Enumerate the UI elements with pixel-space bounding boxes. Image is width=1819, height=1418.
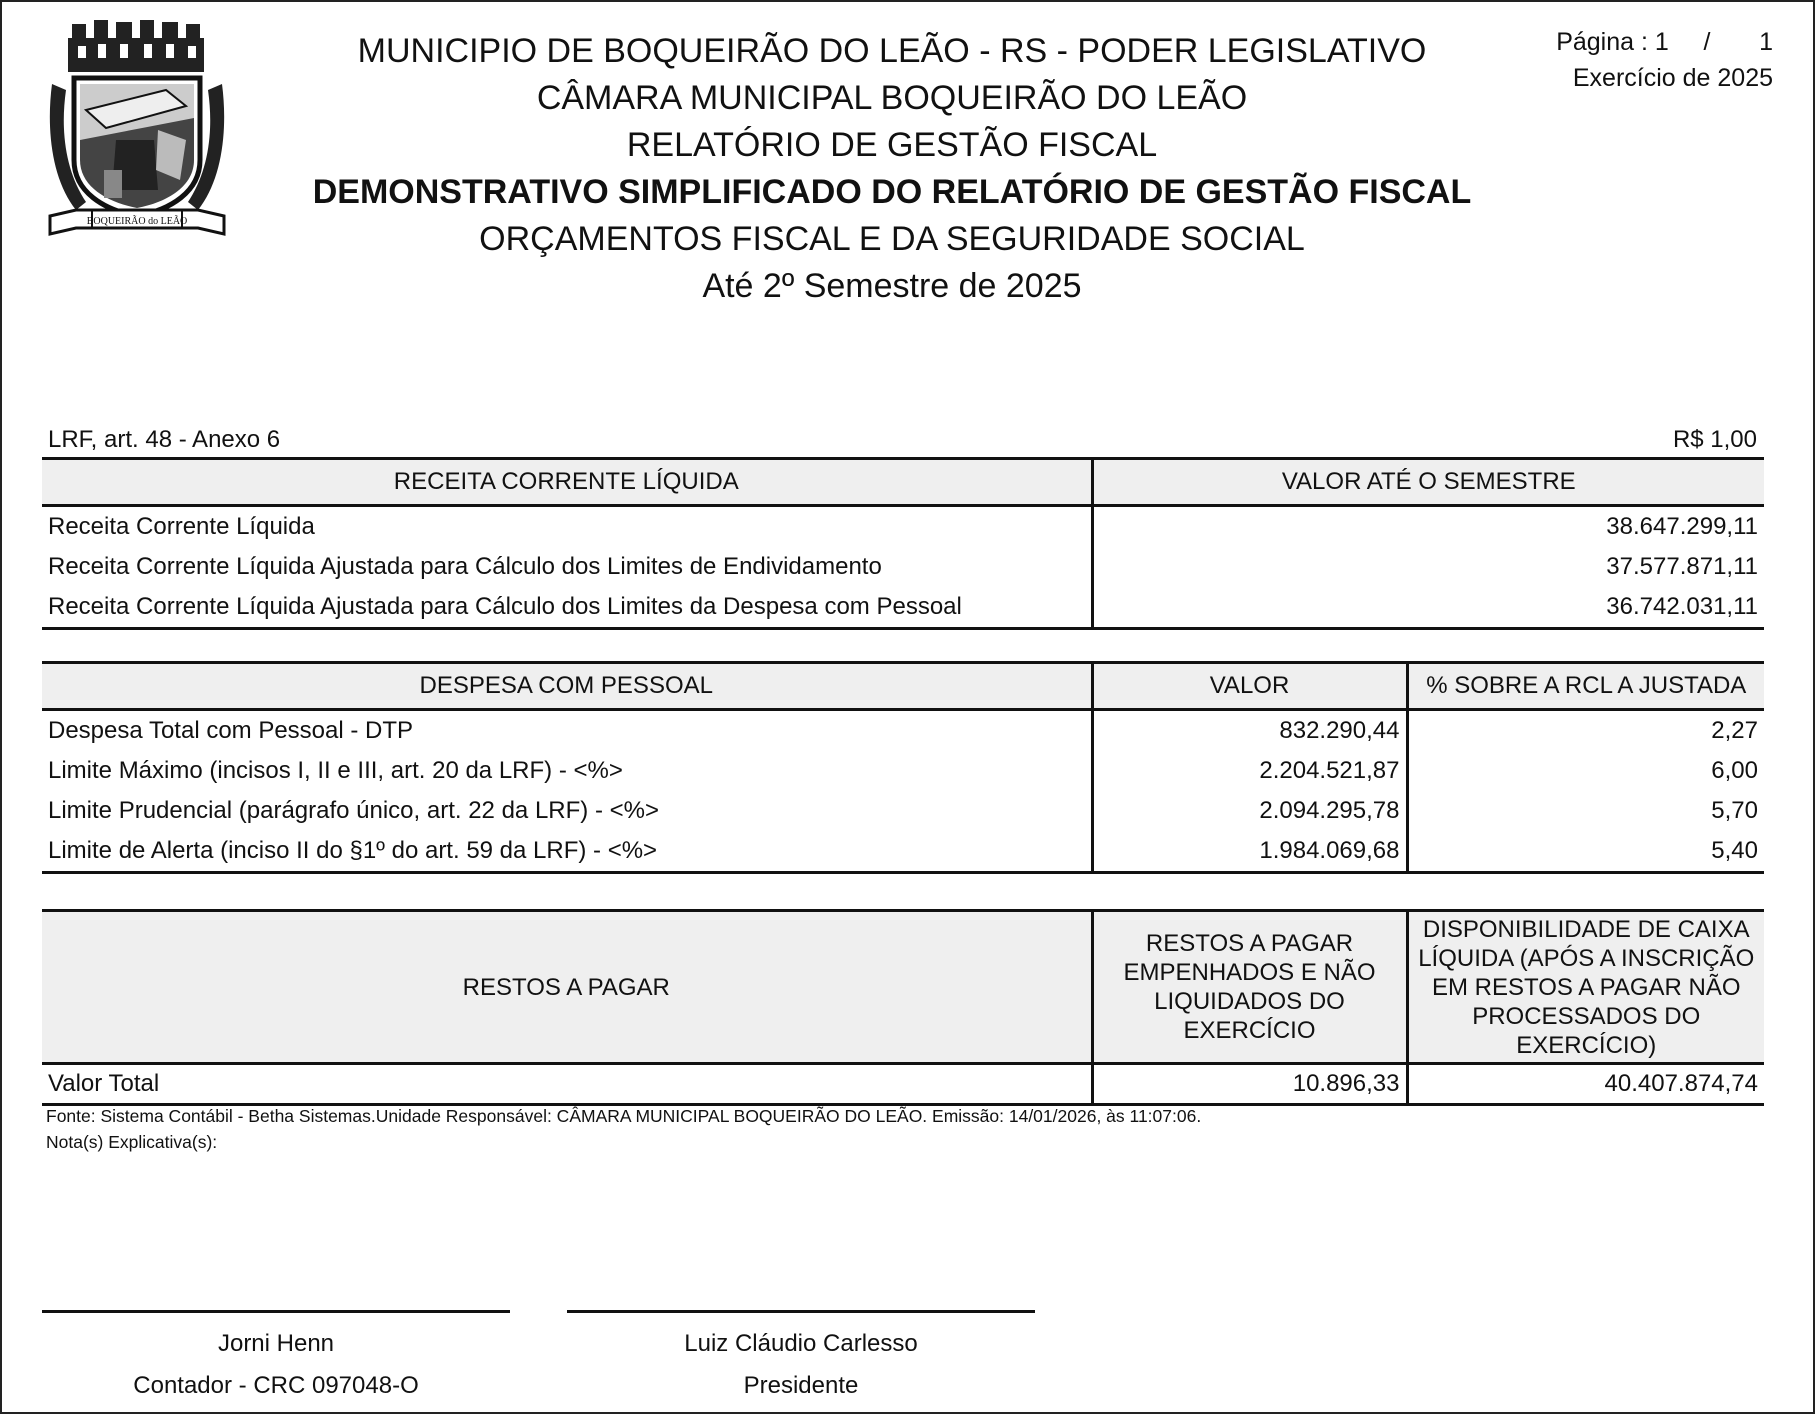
row-label: Receita Corrente Líquida Ajustada para Cálculo dos Limites da Despesa com Pessoal — [42, 587, 1092, 629]
row-percent: 6,00 — [1407, 751, 1764, 791]
table-row — [42, 710, 1764, 752]
table-header-row — [42, 459, 1764, 506]
report-title: RELATÓRIO DE GESTÃO FISCAL — [626, 126, 1158, 164]
table-row — [42, 1064, 1764, 1105]
row-label: Despesa Total com Pessoal - DTP — [48, 717, 414, 744]
row-value: 2.204.521,87 — [1092, 751, 1407, 791]
row-label: Receita Corrente Líquida Ajustada para Cálculo dos Limites de Endividamento — [48, 553, 882, 580]
row-value: 36.742.031,11 — [1092, 587, 1764, 629]
row-value: 37.577.871,11 — [1092, 547, 1764, 587]
row-value: 10.896,33 — [1092, 1064, 1407, 1105]
legal-reference: LRF, art. 48 - Anexo 6 — [48, 426, 281, 453]
table-row — [42, 587, 1764, 629]
page-info — [1556, 24, 1773, 96]
row-value: 38.647.299,11 — [1092, 506, 1764, 548]
source-note: Fonte: Sistema Contábil - Betha Sistemas.Unidade Responsável: CÂMARA MUNICIPAL BOQUEIRÃO DO LEÃO. Emissão: 14/01/2026, às 11:07:06. — [46, 1106, 1202, 1126]
row-percent: 5,40 — [1407, 831, 1764, 873]
page-separator: / — [1703, 28, 1711, 56]
header-line: LIQUIDADOS DO — [1154, 988, 1345, 1015]
column-header: RESTOS A PAGAR — [42, 911, 1092, 1064]
table-row — [42, 751, 1764, 791]
budget-subtitle: ORÇAMENTOS FISCAL E DA SEGURIDADE SOCIAL — [479, 220, 1305, 258]
row-percent: 5,70 — [1407, 791, 1764, 831]
signer-role: Presidente — [743, 1372, 859, 1399]
row-value: 1.984.069,68 — [1092, 831, 1407, 873]
municipality-title: MUNICIPIO DE BOQUEIRÃO DO LEÃO - RS - PODER LEGISLATIVO — [357, 32, 1427, 70]
demonstrative-title: DEMONSTRATIVO SIMPLIFICADO DO RELATÓRIO DE GESTÃO FISCAL — [312, 173, 1472, 211]
column-header: DESPESA COM PESSOAL — [42, 663, 1092, 710]
table-row — [42, 506, 1764, 548]
rcl-table — [42, 457, 1764, 630]
table-row — [42, 791, 1764, 831]
explanatory-notes-label: Nota(s) Explicativa(s): — [46, 1132, 218, 1152]
chamber-title: CÂMARA MUNICIPAL BOQUEIRÃO DO LEÃO — [536, 79, 1248, 117]
report-header — [242, 28, 1542, 310]
column-header-cash-availability — [1407, 911, 1764, 1064]
signature-accountant — [42, 1310, 510, 1407]
header-line: LÍQUIDA (APÓS A INSCRIÇÃO — [1418, 944, 1755, 972]
page-number: Página : 1 — [1556, 28, 1669, 56]
column-header: VALOR — [1092, 663, 1407, 710]
signer-name: Luiz Cláudio Carlesso — [684, 1330, 918, 1357]
exercise-year: Exercício de 2025 — [1572, 64, 1773, 92]
signature-president — [567, 1310, 1035, 1407]
row-percent: 2,27 — [1407, 710, 1764, 752]
column-header: % SOBRE A RCL A JUSTADA — [1407, 663, 1764, 710]
table-row — [42, 831, 1764, 873]
row-label: Limite de Alerta (inciso II do §1º do art. 59 da LRF) - <%> — [42, 831, 1092, 873]
currency-unit: R$ 1,00 — [1672, 426, 1757, 453]
header-line: EXERCÍCIO — [1183, 1017, 1316, 1044]
signer-role: Contador - CRC 097048-O — [133, 1372, 419, 1399]
column-header-committed — [1092, 911, 1407, 1064]
row-label: Limite Máximo (incisos I, II e III, art. 20 da LRF) - <%> — [48, 757, 623, 784]
municipal-coat-of-arms-icon — [46, 20, 228, 252]
row-value: 832.290,44 — [1092, 710, 1407, 752]
header-line: PROCESSADOS DO — [1472, 1002, 1701, 1030]
header-line: EMPENHADOS E NÃO — [1123, 959, 1376, 986]
personnel-expense-table — [42, 661, 1764, 874]
column-header: VALOR ATÉ O SEMESTRE — [1092, 459, 1764, 506]
footnotes — [46, 1103, 1201, 1155]
table-row — [42, 547, 1764, 587]
row-label: Valor Total — [42, 1064, 1092, 1105]
column-header: RECEITA CORRENTE LÍQUIDA — [42, 459, 1092, 506]
row-cash-value: 40.407.874,74 — [1407, 1064, 1764, 1105]
row-value: 2.094.295,78 — [1092, 791, 1407, 831]
signer-name: Jorni Henn — [217, 1330, 335, 1357]
table-header-row — [42, 911, 1764, 1064]
banner-text: BOQUEIRÃO do LEÃO — [86, 216, 188, 227]
row-label: Limite Prudencial (parágrafo único, art. 22 da LRF) - <%> — [48, 797, 659, 824]
unpaid-obligations-table — [42, 909, 1764, 1106]
header-line: EXERCÍCIO) — [1516, 1031, 1657, 1059]
header-line: DISPONIBILIDADE DE CAIXA — [1422, 915, 1750, 943]
table-header-row — [42, 663, 1764, 710]
header-line: RESTOS A PAGAR — [1145, 930, 1354, 957]
row-label: Receita Corrente Líquida — [48, 513, 315, 540]
period-subtitle: Até 2º Semestre de 2025 — [702, 267, 1082, 305]
header-line: EM RESTOS A PAGAR NÃO — [1431, 973, 1741, 1001]
page-total: 1 — [1759, 28, 1773, 56]
